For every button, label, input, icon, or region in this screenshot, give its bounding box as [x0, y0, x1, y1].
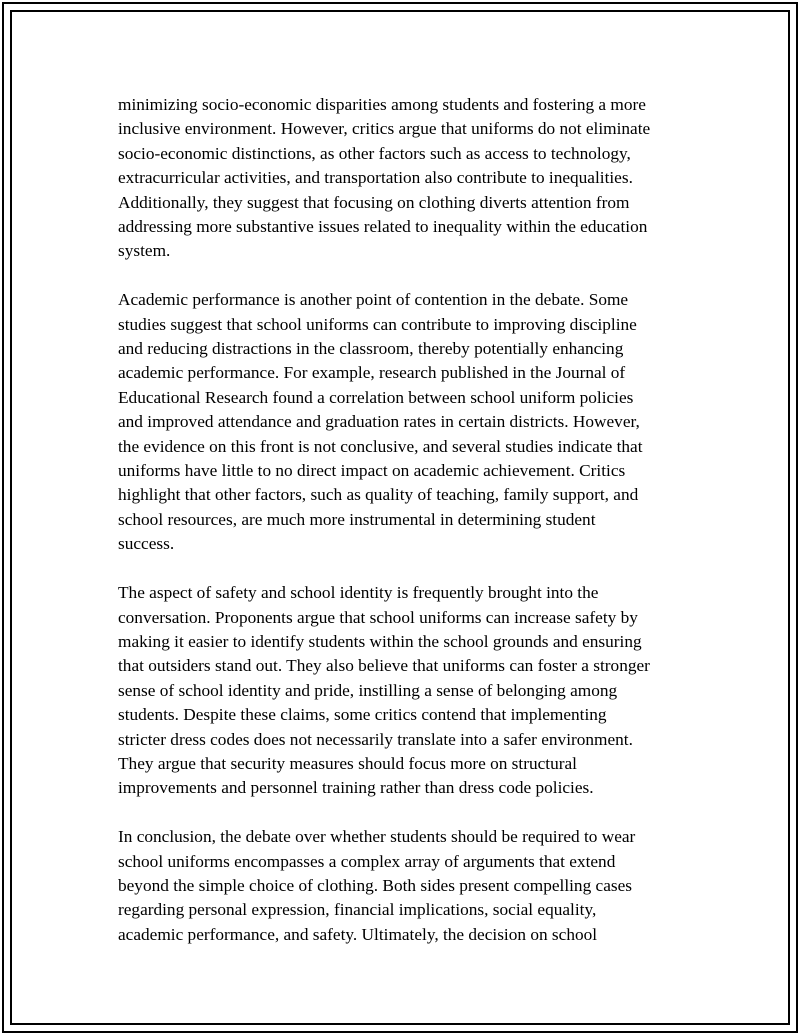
text-line: highlight that other factors, such as quality of teaching, family support, and [118, 485, 639, 505]
text-line: socio-economic distinctions, as other factors such as access to technology, [118, 143, 631, 163]
text-line: addressing more substantive issues related to inequality within the education [118, 217, 648, 237]
text-line: stricter dress codes does not necessarily translate into a safer environment. [118, 729, 633, 749]
text-line: and reducing distractions in the classroom, thereby potentially enhancing [118, 339, 624, 359]
text-line: academic performance, and safety. Ultimately, the decision on school [118, 924, 598, 944]
paragraph-safety-identity [118, 581, 698, 801]
text-line: studies suggest that school uniforms can contribute to improving discipline [118, 314, 637, 334]
text-line: Academic performance is another point of contention in the debate. Some [118, 290, 629, 310]
text-line: In conclusion, the debate over whether students should be required to wear [118, 827, 636, 847]
text-line: improvements and personnel training rather than dress code policies. [118, 778, 594, 798]
text-line: system. [118, 241, 171, 261]
document-body [118, 93, 698, 972]
text-line: the evidence on this front is not conclusive, and several studies indicate that [118, 436, 643, 456]
text-line: Additionally, they suggest that focusing on clothing diverts attention from [118, 192, 630, 212]
text-line: success. [118, 534, 175, 554]
text-line: students. Despite these claims, some critics contend that implementing [118, 705, 607, 725]
text-line: inclusive environment. However, critics argue that uniforms do not eliminate [118, 119, 651, 139]
text-line: The aspect of safety and school identity is frequently brought into the [118, 583, 599, 603]
text-line: Educational Research found a correlation between school uniform policies [118, 387, 634, 407]
text-line: sense of school identity and pride, instilling a sense of belonging among [118, 680, 618, 700]
text-line: extracurricular activities, and transportation also contribute to inequalities. [118, 168, 633, 188]
paragraph-socio-economic [118, 93, 698, 264]
text-line: that outsiders stand out. They also believe that uniforms can foster a stronger [118, 656, 650, 676]
paragraph-academic-performance [118, 288, 698, 556]
text-line: uniforms have little to no direct impact on academic achievement. Critics [118, 461, 626, 481]
text-line: academic performance. For example, research published in the Journal of [118, 363, 626, 383]
text-line: school resources, are much more instrumental in determining student [118, 509, 596, 529]
text-line: school uniforms encompasses a complex array of arguments that extend [118, 851, 616, 871]
text-line: minimizing socio-economic disparities among students and fostering a more [118, 95, 646, 114]
text-line: They argue that security measures should focus more on structural [118, 753, 577, 773]
text-line: conversation. Proponents argue that school uniforms can increase safety by [118, 607, 638, 627]
text-line: beyond the simple choice of clothing. Both sides present compelling cases [118, 875, 632, 895]
text-line: regarding personal expression, financial implications, social equality, [118, 900, 597, 920]
text-line: and improved attendance and graduation rates in certain districts. However, [118, 412, 640, 432]
text-line: making it easier to identify students within the school grounds and ensuring [118, 631, 642, 651]
paragraph-conclusion [118, 825, 698, 947]
